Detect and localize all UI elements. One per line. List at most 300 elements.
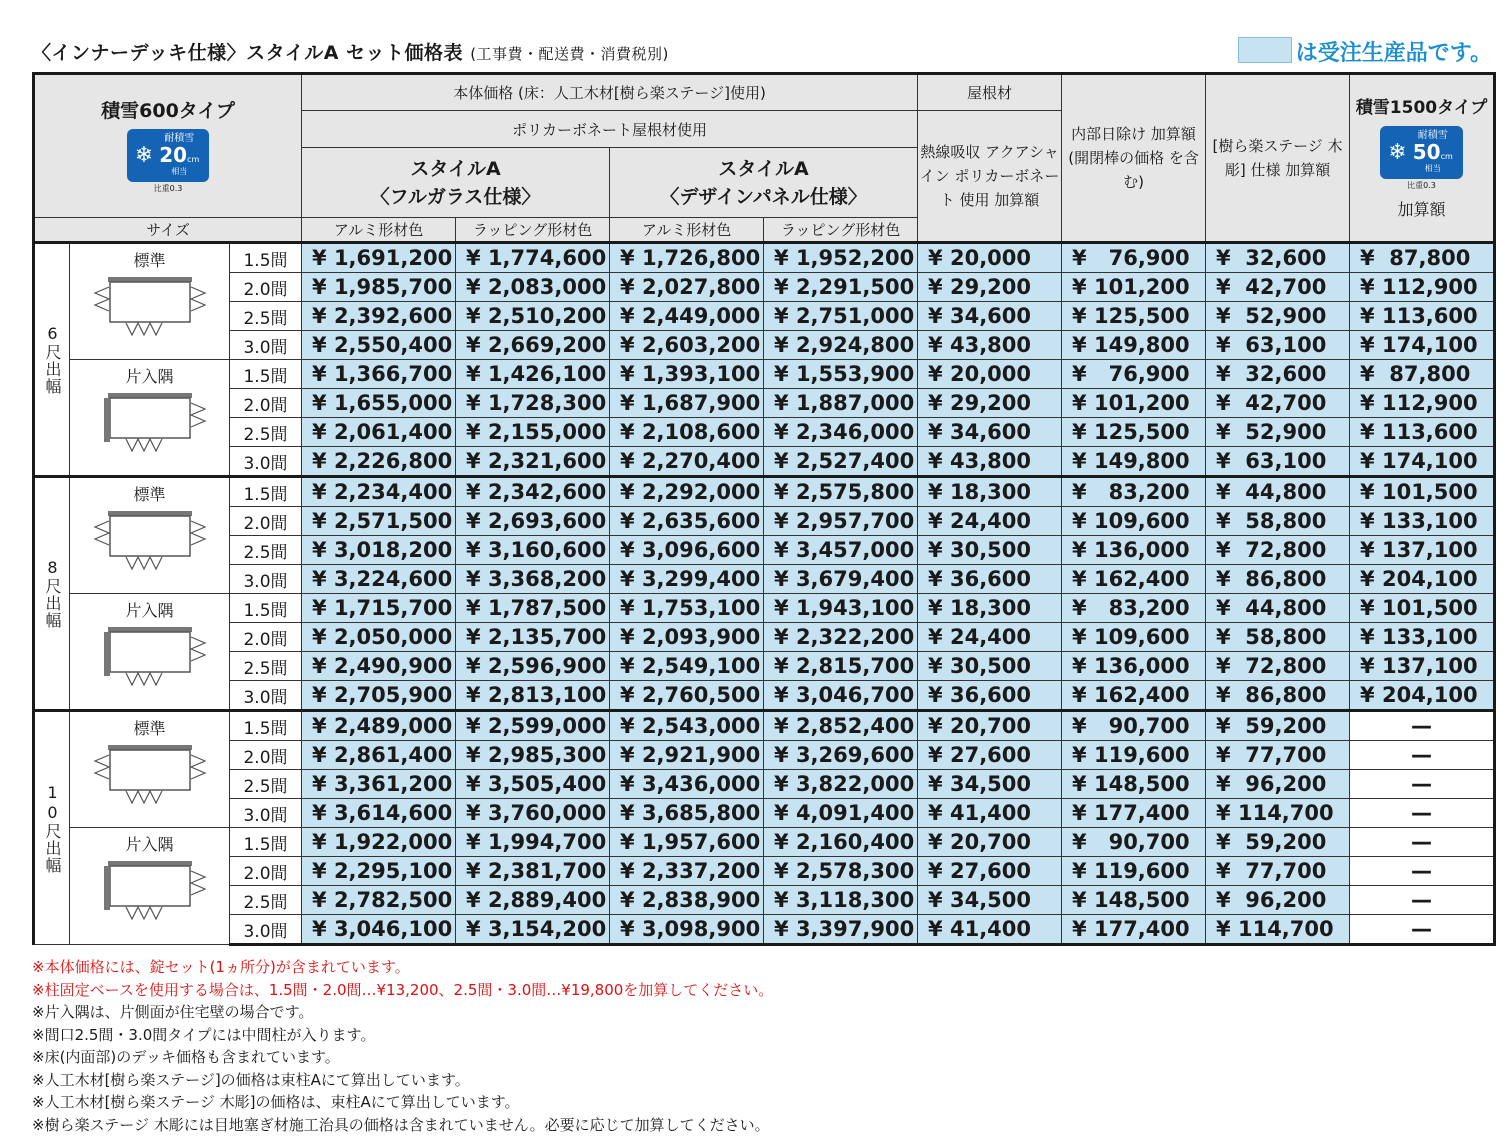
price-cell: ¥ 119,600 bbox=[1062, 857, 1206, 886]
table-row bbox=[34, 915, 1495, 945]
size-cell: 2.0間 bbox=[230, 273, 302, 302]
head-wrap-1: ラッピング形材色 bbox=[456, 218, 610, 243]
price-cell: ¥ 1,553,900 bbox=[764, 360, 918, 389]
size-cell: 2.0間 bbox=[230, 741, 302, 770]
price-cell: ¥ 2,957,700 bbox=[764, 507, 918, 536]
price-cell: ¥ 137,100 bbox=[1350, 652, 1495, 681]
type-cell bbox=[70, 243, 230, 360]
price-cell: ¥ 3,457,000 bbox=[764, 536, 918, 565]
price-cell: ¥ 2,226,800 bbox=[302, 447, 456, 477]
price-cell: ¥ 1,726,800 bbox=[610, 243, 764, 273]
price-cell: ¥ 42,700 bbox=[1206, 273, 1350, 302]
price-cell: ¥ 114,700 bbox=[1206, 915, 1350, 945]
badge-sub: 相当 bbox=[171, 166, 188, 176]
price-cell: — bbox=[1350, 857, 1495, 886]
deck-corner-diagram-icon bbox=[90, 387, 210, 457]
price-cell: ¥ 2,861,400 bbox=[302, 741, 456, 770]
price-cell: ¥ 2,921,900 bbox=[610, 741, 764, 770]
table-row bbox=[34, 857, 1495, 886]
legend bbox=[1238, 36, 1492, 67]
price-cell: ¥ 101,500 bbox=[1350, 477, 1495, 507]
size-cell: 1.5間 bbox=[230, 477, 302, 507]
snow-badge-20 bbox=[127, 129, 209, 182]
price-cell: ¥ 2,027,800 bbox=[610, 273, 764, 302]
size-cell: 1.5間 bbox=[230, 360, 302, 389]
price-cell: ¥ 3,118,300 bbox=[764, 886, 918, 915]
table-row bbox=[34, 594, 1495, 623]
table-row bbox=[34, 652, 1495, 681]
price-cell: ¥ 3,096,600 bbox=[610, 536, 764, 565]
price-cell: ¥ 18,300 bbox=[918, 594, 1062, 623]
price-cell: ¥ 59,200 bbox=[1206, 711, 1350, 741]
price-cell: ¥ 114,700 bbox=[1206, 799, 1350, 828]
price-cell: ¥ 77,700 bbox=[1206, 741, 1350, 770]
price-cell: ¥ 36,600 bbox=[918, 681, 1062, 711]
price-cell: ¥ 149,800 bbox=[1062, 447, 1206, 477]
price-cell: ¥ 1,943,100 bbox=[764, 594, 918, 623]
price-cell: ¥ 2,838,900 bbox=[610, 886, 764, 915]
price-cell: ¥ 133,100 bbox=[1350, 623, 1495, 652]
head-wood-text: [樹ら楽ステージ 木彫] 仕様 加算額 bbox=[1212, 137, 1343, 179]
snowflake-icon: ❄ bbox=[1388, 140, 1407, 165]
size-cell: 3.0間 bbox=[230, 331, 302, 360]
table-row bbox=[34, 243, 1495, 273]
price-table bbox=[32, 72, 1496, 946]
head-wood bbox=[1206, 74, 1350, 243]
type-cell bbox=[70, 828, 230, 945]
price-cell: ¥ 101,200 bbox=[1062, 389, 1206, 418]
width-label: 10尺出幅 bbox=[34, 711, 70, 945]
head-shade bbox=[1062, 74, 1206, 243]
price-cell: ¥ 30,500 bbox=[918, 536, 1062, 565]
table-row bbox=[34, 886, 1495, 915]
size-cell: 2.5間 bbox=[230, 418, 302, 447]
table-row bbox=[34, 711, 1495, 741]
price-cell: ¥ 2,575,800 bbox=[764, 477, 918, 507]
price-cell: ¥ 1,687,900 bbox=[610, 389, 764, 418]
deck-corner-diagram-icon bbox=[90, 855, 210, 925]
snow-type-1500: 積雪1500タイプ bbox=[1355, 98, 1488, 118]
price-cell: ¥ 2,571,500 bbox=[302, 507, 456, 536]
head-style1-line2: 〈フルガラス仕様〉 bbox=[370, 185, 541, 208]
price-cell: ¥ 1,787,500 bbox=[456, 594, 610, 623]
price-cell: — bbox=[1350, 711, 1495, 741]
price-cell: ¥ 1,715,700 bbox=[302, 594, 456, 623]
price-cell: ¥ 3,299,400 bbox=[610, 565, 764, 594]
table-row bbox=[34, 389, 1495, 418]
price-cell: ¥ 86,800 bbox=[1206, 565, 1350, 594]
price-cell: — bbox=[1350, 886, 1495, 915]
price-cell: ¥ 2,083,000 bbox=[456, 273, 610, 302]
price-cell: ¥ 113,600 bbox=[1350, 418, 1495, 447]
price-cell: ¥ 2,295,100 bbox=[302, 857, 456, 886]
price-cell: ¥ 3,368,200 bbox=[456, 565, 610, 594]
head-snow1500 bbox=[1350, 74, 1495, 243]
price-cell: — bbox=[1350, 741, 1495, 770]
badge2-label: 耐積雪 bbox=[1417, 130, 1448, 141]
price-cell: ¥ 20,000 bbox=[918, 243, 1062, 273]
snowflake-icon: ❄ bbox=[134, 142, 154, 168]
price-cell: ¥ 2,596,900 bbox=[456, 652, 610, 681]
note-line: ※本体価格には、錠セット(1ヵ所分)が含まれています。 bbox=[32, 958, 410, 976]
price-cell: ¥ 2,782,500 bbox=[302, 886, 456, 915]
size-label: サイズ bbox=[34, 218, 302, 243]
size-cell: 3.0間 bbox=[230, 447, 302, 477]
badge2-sub: 相当 bbox=[1424, 164, 1441, 173]
price-cell: ¥ 52,900 bbox=[1206, 302, 1350, 331]
price-cell: ¥ 2,751,000 bbox=[764, 302, 918, 331]
head-main: 本体価格 (床：人工木材[樹ら楽ステージ]使用) bbox=[302, 74, 918, 111]
price-cell: ¥ 113,600 bbox=[1350, 302, 1495, 331]
head-poly: ポリカーボネート屋根材使用 bbox=[302, 111, 918, 148]
price-cell: ¥ 2,635,600 bbox=[610, 507, 764, 536]
size-cell: 1.5間 bbox=[230, 711, 302, 741]
table-row bbox=[34, 741, 1495, 770]
price-cell: ¥ 3,397,900 bbox=[764, 915, 918, 945]
snow1500-add-label: 加算額 bbox=[1397, 200, 1446, 219]
price-cell: ¥ 2,093,900 bbox=[610, 623, 764, 652]
size-cell: 2.5間 bbox=[230, 770, 302, 799]
price-cell: ¥ 1,426,100 bbox=[456, 360, 610, 389]
size-cell: 2.0間 bbox=[230, 857, 302, 886]
price-cell: ¥ 2,322,200 bbox=[764, 623, 918, 652]
size-cell: 1.5間 bbox=[230, 828, 302, 857]
table-row bbox=[34, 681, 1495, 711]
price-cell: ¥ 136,000 bbox=[1062, 652, 1206, 681]
price-cell: ¥ 101,200 bbox=[1062, 273, 1206, 302]
price-cell: ¥ 2,603,200 bbox=[610, 331, 764, 360]
price-cell: ¥ 2,160,400 bbox=[764, 828, 918, 857]
legend-text: は受注生産品です。 bbox=[1295, 41, 1492, 66]
price-cell: ¥ 2,705,900 bbox=[302, 681, 456, 711]
badge2-unit: cm bbox=[1440, 152, 1453, 161]
width-label: 8尺出幅 bbox=[34, 477, 70, 711]
price-cell: ¥ 149,800 bbox=[1062, 331, 1206, 360]
note-line: ※樹ら楽ステージ 木彫には目地塞ぎ材施工治具の価格は含まれていません。必要に応じて加算してください。 bbox=[32, 1115, 770, 1134]
head-style2-line2: 〈デザインパネル仕様〉 bbox=[660, 185, 867, 208]
price-cell: ¥ 3,046,100 bbox=[302, 915, 456, 945]
price-cell: ¥ 34,600 bbox=[918, 418, 1062, 447]
price-cell: ¥ 2,549,100 bbox=[610, 652, 764, 681]
price-cell: ¥ 204,100 bbox=[1350, 681, 1495, 711]
table-row bbox=[34, 507, 1495, 536]
type-label: 片入隅 bbox=[125, 835, 174, 854]
price-cell: ¥ 2,693,600 bbox=[456, 507, 610, 536]
price-cell: ¥ 2,510,200 bbox=[456, 302, 610, 331]
type-cell bbox=[70, 711, 230, 828]
price-cell: ¥ 36,600 bbox=[918, 565, 1062, 594]
price-cell: ¥ 119,600 bbox=[1062, 741, 1206, 770]
price-cell: ¥ 2,392,600 bbox=[302, 302, 456, 331]
size-cell: 1.5間 bbox=[230, 594, 302, 623]
price-cell: ¥ 2,135,700 bbox=[456, 623, 610, 652]
price-cell: ¥ 1,728,300 bbox=[456, 389, 610, 418]
price-cell: ¥ 87,800 bbox=[1350, 360, 1495, 389]
price-cell: ¥ 63,100 bbox=[1206, 447, 1350, 477]
type-label: 片入隅 bbox=[125, 601, 174, 620]
price-cell: ¥ 1,922,000 bbox=[302, 828, 456, 857]
price-cell: ¥ 44,800 bbox=[1206, 594, 1350, 623]
price-cell: ¥ 90,700 bbox=[1062, 711, 1206, 741]
price-cell: ¥ 109,600 bbox=[1062, 623, 1206, 652]
badge-unit: cm bbox=[187, 154, 200, 164]
head-roof-detail-text: 熱線吸収 アクアシャイン ポリカーボネート 使用 加算額 bbox=[919, 143, 1060, 209]
price-cell: ¥ 20,700 bbox=[918, 828, 1062, 857]
price-cell: ¥ 3,269,600 bbox=[764, 741, 918, 770]
price-cell: ¥ 2,599,000 bbox=[456, 711, 610, 741]
table-row bbox=[34, 273, 1495, 302]
head-style-fullglass bbox=[302, 148, 610, 218]
page-title bbox=[32, 38, 669, 65]
snow-type-600: 積雪600タイプ bbox=[101, 99, 235, 122]
price-cell: ¥ 1,366,700 bbox=[302, 360, 456, 389]
price-cell: ¥ 3,436,000 bbox=[610, 770, 764, 799]
price-cell: ¥ 2,815,700 bbox=[764, 652, 918, 681]
badge-value: 20 bbox=[159, 142, 188, 167]
price-cell: ¥ 34,600 bbox=[918, 302, 1062, 331]
table-row bbox=[34, 536, 1495, 565]
price-cell: ¥ 2,346,000 bbox=[764, 418, 918, 447]
head-alumi-1: アルミ形材色 bbox=[302, 218, 456, 243]
price-cell: ¥ 125,500 bbox=[1062, 302, 1206, 331]
note-line: ※柱固定ベースを使用する場合は、1.5間・2.0間…¥13,200、2.5間・3.0間…¥19,800を加算してください。 bbox=[32, 980, 774, 999]
price-cell: ¥ 2,550,400 bbox=[302, 331, 456, 360]
size-cell: 3.0間 bbox=[230, 915, 302, 945]
table-row bbox=[34, 477, 1495, 507]
price-cell: ¥ 3,098,900 bbox=[610, 915, 764, 945]
price-cell: ¥ 34,500 bbox=[918, 770, 1062, 799]
badge-label: 耐積雪 bbox=[164, 132, 195, 144]
price-cell: ¥ 2,108,600 bbox=[610, 418, 764, 447]
badge2-note: 比重0.3 bbox=[1407, 181, 1436, 190]
price-cell: ¥ 2,155,000 bbox=[456, 418, 610, 447]
price-cell: ¥ 43,800 bbox=[918, 331, 1062, 360]
price-cell: ¥ 76,900 bbox=[1062, 360, 1206, 389]
price-cell: — bbox=[1350, 828, 1495, 857]
type-cell bbox=[70, 477, 230, 594]
price-cell: ¥ 148,500 bbox=[1062, 770, 1206, 799]
price-cell: ¥ 20,000 bbox=[918, 360, 1062, 389]
width-label: 6尺出幅 bbox=[34, 243, 70, 477]
price-cell: ¥ 44,800 bbox=[1206, 477, 1350, 507]
deck-standard-diagram-icon bbox=[90, 739, 210, 809]
price-cell: ¥ 162,400 bbox=[1062, 681, 1206, 711]
size-cell: 3.0間 bbox=[230, 681, 302, 711]
price-cell: ¥ 29,200 bbox=[918, 273, 1062, 302]
price-cell: ¥ 90,700 bbox=[1062, 828, 1206, 857]
price-cell: ¥ 2,291,500 bbox=[764, 273, 918, 302]
price-cell: ¥ 1,393,100 bbox=[610, 360, 764, 389]
price-cell: ¥ 3,018,200 bbox=[302, 536, 456, 565]
price-cell: ¥ 4,091,400 bbox=[764, 799, 918, 828]
price-cell: ¥ 2,760,500 bbox=[610, 681, 764, 711]
price-cell: ¥ 32,600 bbox=[1206, 360, 1350, 389]
legend-swatch bbox=[1238, 37, 1292, 63]
note-line: ※間口2.5間・3.0間タイプには中間柱が入ります。 bbox=[32, 1025, 376, 1044]
price-cell: ¥ 77,700 bbox=[1206, 857, 1350, 886]
table-row bbox=[34, 447, 1495, 477]
price-cell: ¥ 3,614,600 bbox=[302, 799, 456, 828]
type-label: 片入隅 bbox=[125, 367, 174, 386]
type-label: 標準 bbox=[133, 719, 166, 738]
price-cell: ¥ 204,100 bbox=[1350, 565, 1495, 594]
price-cell: ¥ 2,489,000 bbox=[302, 711, 456, 741]
table-row bbox=[34, 770, 1495, 799]
price-cell: ¥ 174,100 bbox=[1350, 331, 1495, 360]
price-cell: ¥ 58,800 bbox=[1206, 623, 1350, 652]
price-cell: ¥ 2,490,900 bbox=[302, 652, 456, 681]
price-cell: ¥ 2,924,800 bbox=[764, 331, 918, 360]
price-cell: ¥ 177,400 bbox=[1062, 799, 1206, 828]
price-cell: ¥ 24,400 bbox=[918, 507, 1062, 536]
price-cell: ¥ 2,292,000 bbox=[610, 477, 764, 507]
price-cell: ¥ 3,505,400 bbox=[456, 770, 610, 799]
price-cell: ¥ 96,200 bbox=[1206, 886, 1350, 915]
deck-standard-diagram-icon bbox=[90, 271, 210, 341]
note-line: ※片入隅は、片側面が住宅壁の場合です。 bbox=[32, 1003, 314, 1021]
price-cell: ¥ 86,800 bbox=[1206, 681, 1350, 711]
price-cell: ¥ 58,800 bbox=[1206, 507, 1350, 536]
page-title-sub: (工事費・配送費・消費税別) bbox=[470, 45, 669, 63]
price-cell: ¥ 76,900 bbox=[1062, 243, 1206, 273]
price-cell: ¥ 174,100 bbox=[1350, 447, 1495, 477]
price-cell: ¥ 72,800 bbox=[1206, 536, 1350, 565]
price-cell: ¥ 2,342,600 bbox=[456, 477, 610, 507]
price-cell: ¥ 3,160,600 bbox=[456, 536, 610, 565]
price-cell: ¥ 87,800 bbox=[1350, 243, 1495, 273]
price-cell: ¥ 43,800 bbox=[918, 447, 1062, 477]
size-cell: 3.0間 bbox=[230, 799, 302, 828]
price-cell: ¥ 2,449,000 bbox=[610, 302, 764, 331]
price-cell: ¥ 34,500 bbox=[918, 886, 1062, 915]
price-cell: ¥ 3,224,600 bbox=[302, 565, 456, 594]
size-cell: 2.5間 bbox=[230, 536, 302, 565]
type-cell bbox=[70, 594, 230, 711]
price-cell: ¥ 2,985,300 bbox=[456, 741, 610, 770]
head-wrap-2: ラッピング形材色 bbox=[764, 218, 918, 243]
price-cell: ¥ 24,400 bbox=[918, 623, 1062, 652]
price-cell: ¥ 1,753,100 bbox=[610, 594, 764, 623]
price-cell: ¥ 3,361,200 bbox=[302, 770, 456, 799]
price-cell: ¥ 20,700 bbox=[918, 711, 1062, 741]
size-cell: 2.0間 bbox=[230, 507, 302, 536]
price-cell: ¥ 29,200 bbox=[918, 389, 1062, 418]
price-cell: ¥ 83,200 bbox=[1062, 594, 1206, 623]
note-line: ※人工木材[樹ら楽ステージ 木彫]の価格は、束柱Aにて算出しています。 bbox=[32, 1093, 520, 1111]
size-cell: 2.5間 bbox=[230, 886, 302, 915]
price-cell: ¥ 63,100 bbox=[1206, 331, 1350, 360]
head-style-designpanel bbox=[610, 148, 918, 218]
price-cell: ¥ 72,800 bbox=[1206, 652, 1350, 681]
type-cell bbox=[70, 360, 230, 477]
price-cell: ¥ 101,500 bbox=[1350, 594, 1495, 623]
price-cell: ¥ 2,669,200 bbox=[456, 331, 610, 360]
price-cell: ¥ 2,889,400 bbox=[456, 886, 610, 915]
head-roof-detail bbox=[918, 111, 1062, 243]
price-cell: ¥ 162,400 bbox=[1062, 565, 1206, 594]
price-cell: ¥ 1,994,700 bbox=[456, 828, 610, 857]
price-cell: ¥ 30,500 bbox=[918, 652, 1062, 681]
note-line: ※人工木材[樹ら楽ステージ]の価格は束柱Aにて算出しています。 bbox=[32, 1070, 470, 1089]
price-cell: ¥ 83,200 bbox=[1062, 477, 1206, 507]
price-cell: — bbox=[1350, 915, 1495, 945]
price-cell: ¥ 2,061,400 bbox=[302, 418, 456, 447]
price-cell: ¥ 2,852,400 bbox=[764, 711, 918, 741]
table-row bbox=[34, 623, 1495, 652]
price-cell: ¥ 32,600 bbox=[1206, 243, 1350, 273]
badge-note: 比重0.3 bbox=[153, 183, 183, 193]
price-cell: ¥ 2,543,000 bbox=[610, 711, 764, 741]
price-cell: ¥ 3,046,700 bbox=[764, 681, 918, 711]
price-cell: ¥ 133,100 bbox=[1350, 507, 1495, 536]
price-cell: ¥ 125,500 bbox=[1062, 418, 1206, 447]
table-row bbox=[34, 799, 1495, 828]
badge2-value: 50 bbox=[1412, 140, 1441, 164]
price-cell: ¥ 27,600 bbox=[918, 741, 1062, 770]
price-cell: ¥ 112,900 bbox=[1350, 273, 1495, 302]
price-cell: ¥ 3,822,000 bbox=[764, 770, 918, 799]
price-cell: ¥ 18,300 bbox=[918, 477, 1062, 507]
table-row bbox=[34, 565, 1495, 594]
type-label: 標準 bbox=[133, 251, 166, 270]
size-cell: 1.5間 bbox=[230, 243, 302, 273]
title-row bbox=[32, 36, 1492, 70]
price-cell: — bbox=[1350, 770, 1495, 799]
type-label: 標準 bbox=[133, 485, 166, 504]
price-cell: ¥ 42,700 bbox=[1206, 389, 1350, 418]
price-cell: ¥ 1,655,000 bbox=[302, 389, 456, 418]
price-cell: ¥ 109,600 bbox=[1062, 507, 1206, 536]
deck-corner-diagram-icon bbox=[90, 621, 210, 691]
price-cell: ¥ 2,270,400 bbox=[610, 447, 764, 477]
price-cell: ¥ 3,760,000 bbox=[456, 799, 610, 828]
head-shade-text: 内部日除け 加算額 (開閉棒の価格 を含む) bbox=[1068, 125, 1199, 191]
note-line: ※床(内面部)のデッキ価格も含まれています。 bbox=[32, 1048, 340, 1066]
head-roof: 屋根材 bbox=[918, 74, 1062, 111]
snow-badge-50 bbox=[1380, 126, 1462, 179]
size-cell: 3.0間 bbox=[230, 565, 302, 594]
price-cell: ¥ 177,400 bbox=[1062, 915, 1206, 945]
price-cell: ¥ 3,154,200 bbox=[456, 915, 610, 945]
price-cell: ¥ 1,691,200 bbox=[302, 243, 456, 273]
size-cell: 2.0間 bbox=[230, 623, 302, 652]
price-cell: ¥ 148,500 bbox=[1062, 886, 1206, 915]
price-cell: ¥ 3,685,800 bbox=[610, 799, 764, 828]
corner-header bbox=[34, 74, 302, 218]
head-style1-line1: スタイルA bbox=[410, 157, 501, 180]
price-cell: ¥ 2,527,400 bbox=[764, 447, 918, 477]
price-cell: ¥ 41,400 bbox=[918, 799, 1062, 828]
price-cell: ¥ 2,381,700 bbox=[456, 857, 610, 886]
table-row bbox=[34, 360, 1495, 389]
price-cell: ¥ 1,774,600 bbox=[456, 243, 610, 273]
price-cell: ¥ 52,900 bbox=[1206, 418, 1350, 447]
price-cell: ¥ 1,952,200 bbox=[764, 243, 918, 273]
price-cell: — bbox=[1350, 799, 1495, 828]
price-cell: ¥ 136,000 bbox=[1062, 536, 1206, 565]
price-cell: ¥ 27,600 bbox=[918, 857, 1062, 886]
price-cell: ¥ 2,050,000 bbox=[302, 623, 456, 652]
price-cell: ¥ 2,234,400 bbox=[302, 477, 456, 507]
price-cell: ¥ 1,957,600 bbox=[610, 828, 764, 857]
price-cell: ¥ 1,985,700 bbox=[302, 273, 456, 302]
price-cell: ¥ 41,400 bbox=[918, 915, 1062, 945]
price-cell: ¥ 96,200 bbox=[1206, 770, 1350, 799]
table-row bbox=[34, 418, 1495, 447]
notes bbox=[32, 956, 773, 1136]
price-cell: ¥ 137,100 bbox=[1350, 536, 1495, 565]
price-cell: ¥ 2,578,300 bbox=[764, 857, 918, 886]
